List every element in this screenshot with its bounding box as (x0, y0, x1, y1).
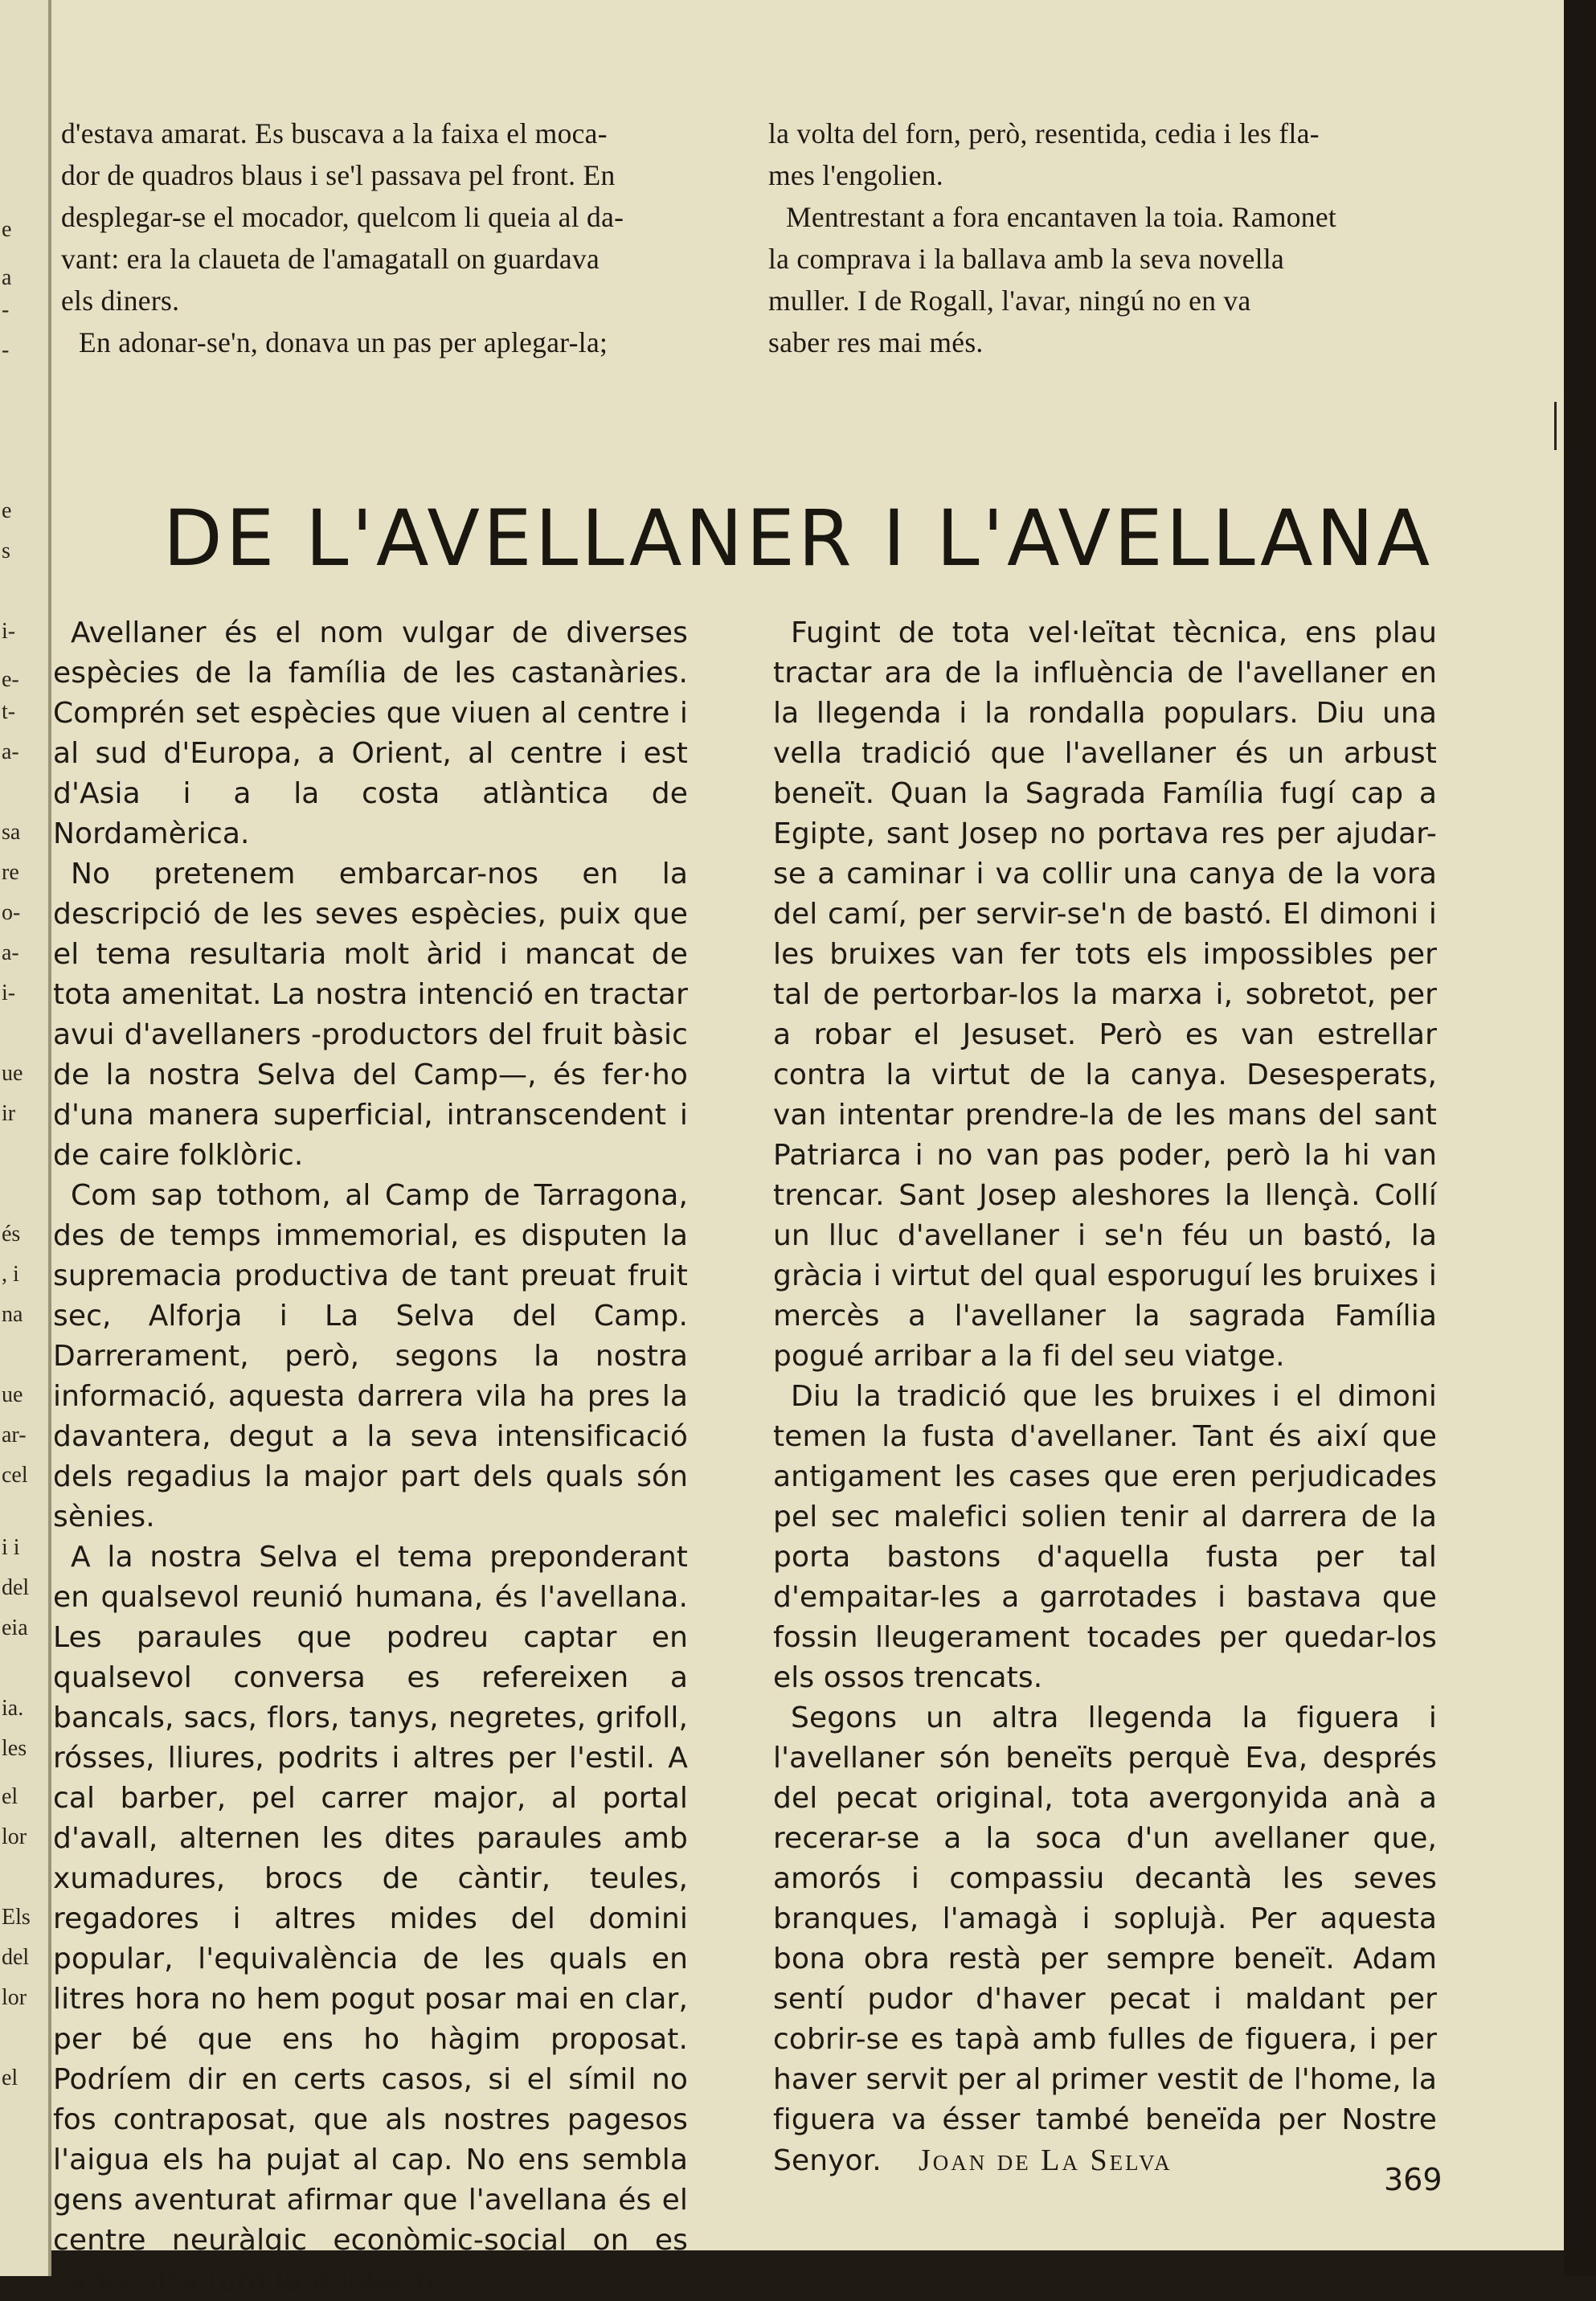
gutter-text-fragment: a- (2, 739, 19, 764)
prev-line: dor de quadros blaus i se'l passava pel front. En (61, 159, 616, 191)
author-signature: Joan de La Selva (918, 2143, 1172, 2177)
article-right-column (773, 613, 1437, 2181)
gutter-text-fragment: lor (2, 1824, 27, 1849)
previous-article-right-column (768, 113, 1430, 363)
prev-line: muller. I de Rogall, l'avar, ningú no en va (768, 285, 1251, 317)
prev-line: d'estava amarat. Es buscava a la faixa el moca- (61, 117, 608, 149)
prev-line: saber res mai més. (768, 326, 984, 358)
article-left-column (53, 613, 688, 2301)
gutter-text-fragment: el (2, 2066, 18, 2090)
prev-line: Mentrestant a fora encantaven la toia. Ramonet (786, 201, 1337, 233)
gutter-text-fragment: t- (2, 699, 16, 724)
prev-line: En adonar-se'n, donava un pas per aplegar-la; (79, 326, 608, 358)
margin-mark (1554, 402, 1557, 450)
article-title: DE L'AVELLANER I L'AVELLANA (162, 493, 1434, 583)
gutter-text-fragment: i i (2, 1535, 20, 1560)
gutter-text-fragment: ir (2, 1101, 16, 1126)
gutter-text-fragment: cel (2, 1463, 28, 1488)
gutter-text-fragment: eia (2, 1615, 28, 1640)
gutter-text-fragment: ia. (2, 1696, 24, 1721)
adjacent-page-gutter (0, 0, 51, 2276)
prev-line: desplegar-se el mocador, quelcom li queia al da- (61, 201, 624, 233)
gutter-text-fragment: a (2, 265, 12, 290)
page-number: 369 (1384, 2162, 1443, 2197)
gutter-text-fragment: ar- (2, 1423, 27, 1447)
gutter-text-fragment: ue (2, 1061, 23, 1086)
gutter-text-fragment: i- (2, 981, 16, 1005)
article-paragraph: Diu la tradició que les bruixes i el dimoni temen la fusta d'avellaner. Tant és així que antigament les cases que eren perjudicades pel sec malefici solien tenir al darrera de la porta bastons d'aquella fusta per tal d'empaitar-les a garrotades i bastava que fossin lleugerament tocades per quedar-los els ossos trencats. (773, 1380, 1437, 1694)
prev-line: la volta del forn, però, resentida, cedia i les fla- (768, 117, 1320, 149)
gutter-text-fragment: les (2, 1736, 27, 1761)
gutter-text-fragment: és (2, 1222, 21, 1247)
gutter-text-fragment: , i (2, 1262, 19, 1287)
prev-line: vant: era la claueta de l'amagatall on guardava (61, 243, 600, 275)
article-paragraph: Fugint de tota vel·leïtat tècnica, ens plau tractar ara de la influència de l'avellaner en la llegenda i la rondalla populars. Diu una vella tradició que l'avellaner és un arbust beneït. Quan la Sagrada Família fugí cap a Egipte, sant Josep no portava res per ajudar-se a caminar i va collir una canya de la vora del camí, per servir-se'n de bastó. El dimoni i les bruixes van fer tots els impossibles per tal de pertorbar-los la marxa i, sobretot, per a robar el Jesuset. Però es van estrellar contra la virtut de la canya. Desesperats, van intentar prendre-la de les mans del sant Patriarca i no van pas poder, però la hi van trencar. Sant Josep aleshores la llençà. Collí un lluc d'avellaner i se'n féu un bastó, la gràcia i virtut del qual esporuguí les bruixes i mercès a l'avellaner la sagrada Família pogué arribar a la fi del seu viatge. (773, 616, 1437, 1373)
gutter-text-fragment: a- (2, 940, 19, 965)
prev-line: els diners. (61, 285, 180, 317)
article-paragraph: A la nostra Selva el tema preponderant en qualsevol reunió humana, és l'avellana. Les paraules que podreu captar en qualsevol conversa es refereixen a bancals, sacs, flors, tanys, negretes, grifoll, rósses, lliures, podrits i altres per l'estil. A cal barber, pel carrer major, al portal d'avall, alternen les dites paraules amb xumadures, brocs de càntir, teules, regadores i altres mides del domini popular, l'equivalència de les quals en litres hora no hem pogut posar mai en clar, per bé que ens ho hàgim proposat. Podríem dir en certs casos, si el símil no fos contraposat, que als nostres pagesos l'aigua els ha pujat al cap. No ens sembla gens aventurat afirmar que l'avellana és el centre neuràlgic econòmic-social on es concentra tota la població. (53, 1541, 688, 2297)
gutter-text-fragment: - (2, 338, 10, 362)
gutter-text-fragment: e- (2, 667, 19, 692)
gutter-text-fragment: ue (2, 1382, 23, 1407)
previous-article-left-column (61, 113, 685, 363)
article-paragraph: Com sap tothom, al Camp de Tarragona, des de temps immemorial, es disputen la supremacia productiva de tant preuat fruit sec, Alforja i La Selva del Camp. Darrerament, però, segons la nostra informació, aquesta darrera vila ha pres la davantera, degut a la seva intensificació dels regadius la major part dels quals són sènies. (53, 1179, 688, 1533)
gutter-text-fragment: el (2, 1784, 18, 1809)
page-edge-shadow (1564, 0, 1596, 2276)
gutter-text-fragment: o- (2, 900, 21, 925)
gutter-text-fragment: e (2, 498, 12, 523)
gutter-text-fragment: - (2, 297, 10, 322)
gutter-text-fragment: Els (2, 1905, 31, 1930)
gutter-text-fragment: e (2, 217, 12, 242)
gutter-text-fragment: na (2, 1302, 23, 1327)
prev-line: mes l'engolien. (768, 159, 943, 191)
gutter-text-fragment: lor (2, 1985, 27, 2010)
article-paragraph: No pretenem embarcar-nos en la descripció de les seves espècies, puix que el tema resultaria molt àrid i mancat de tota amenitat. La nostra intenció en tractar avui d'avellaners -productors del fruit bàsic de la nostra Selva del Camp—, és fer·ho d'una manera superficial, intranscendent i de caire folklòric. (53, 858, 688, 1172)
gutter-text-fragment: del (2, 1575, 30, 1600)
article-paragraph-text: Segons un altra llegenda la figuera i l'avellaner són beneïts perquè Eva, després del pecat original, tota avergonyida anà a recerar-se a la soca d'un avellaner que, amorós i compassiu decantà les seves branques, l'amagà i soplujà. Per aquesta bona obra restà per sempre beneït. Adam sentí pudor d'haver pecat i maldant per cobrir-se es tapà amb fulles de figuera, i per haver servit per al primer vestit de l'home, la figuera va ésser també beneïda per Nostre Senyor. (773, 1701, 1437, 2177)
gutter-text-fragment: re (2, 860, 19, 885)
article-paragraph: Avellaner és el nom vulgar de diverses espècies de la família de les castanàries. Comprén set espècies que viuen al centre i al sud d'Europa, a Orient, al centre i est d'Asia i a la costa atlàntica de Nordamèrica. (53, 616, 688, 850)
gutter-text-fragment: sa (2, 820, 21, 845)
gutter-text-fragment: i- (2, 619, 16, 644)
article-paragraph (773, 1698, 1437, 2181)
gutter-text-fragment: s (2, 538, 10, 563)
gutter-text-fragment: del (2, 1945, 30, 1970)
prev-line: la comprava i la ballava amb la seva novella (768, 243, 1285, 275)
